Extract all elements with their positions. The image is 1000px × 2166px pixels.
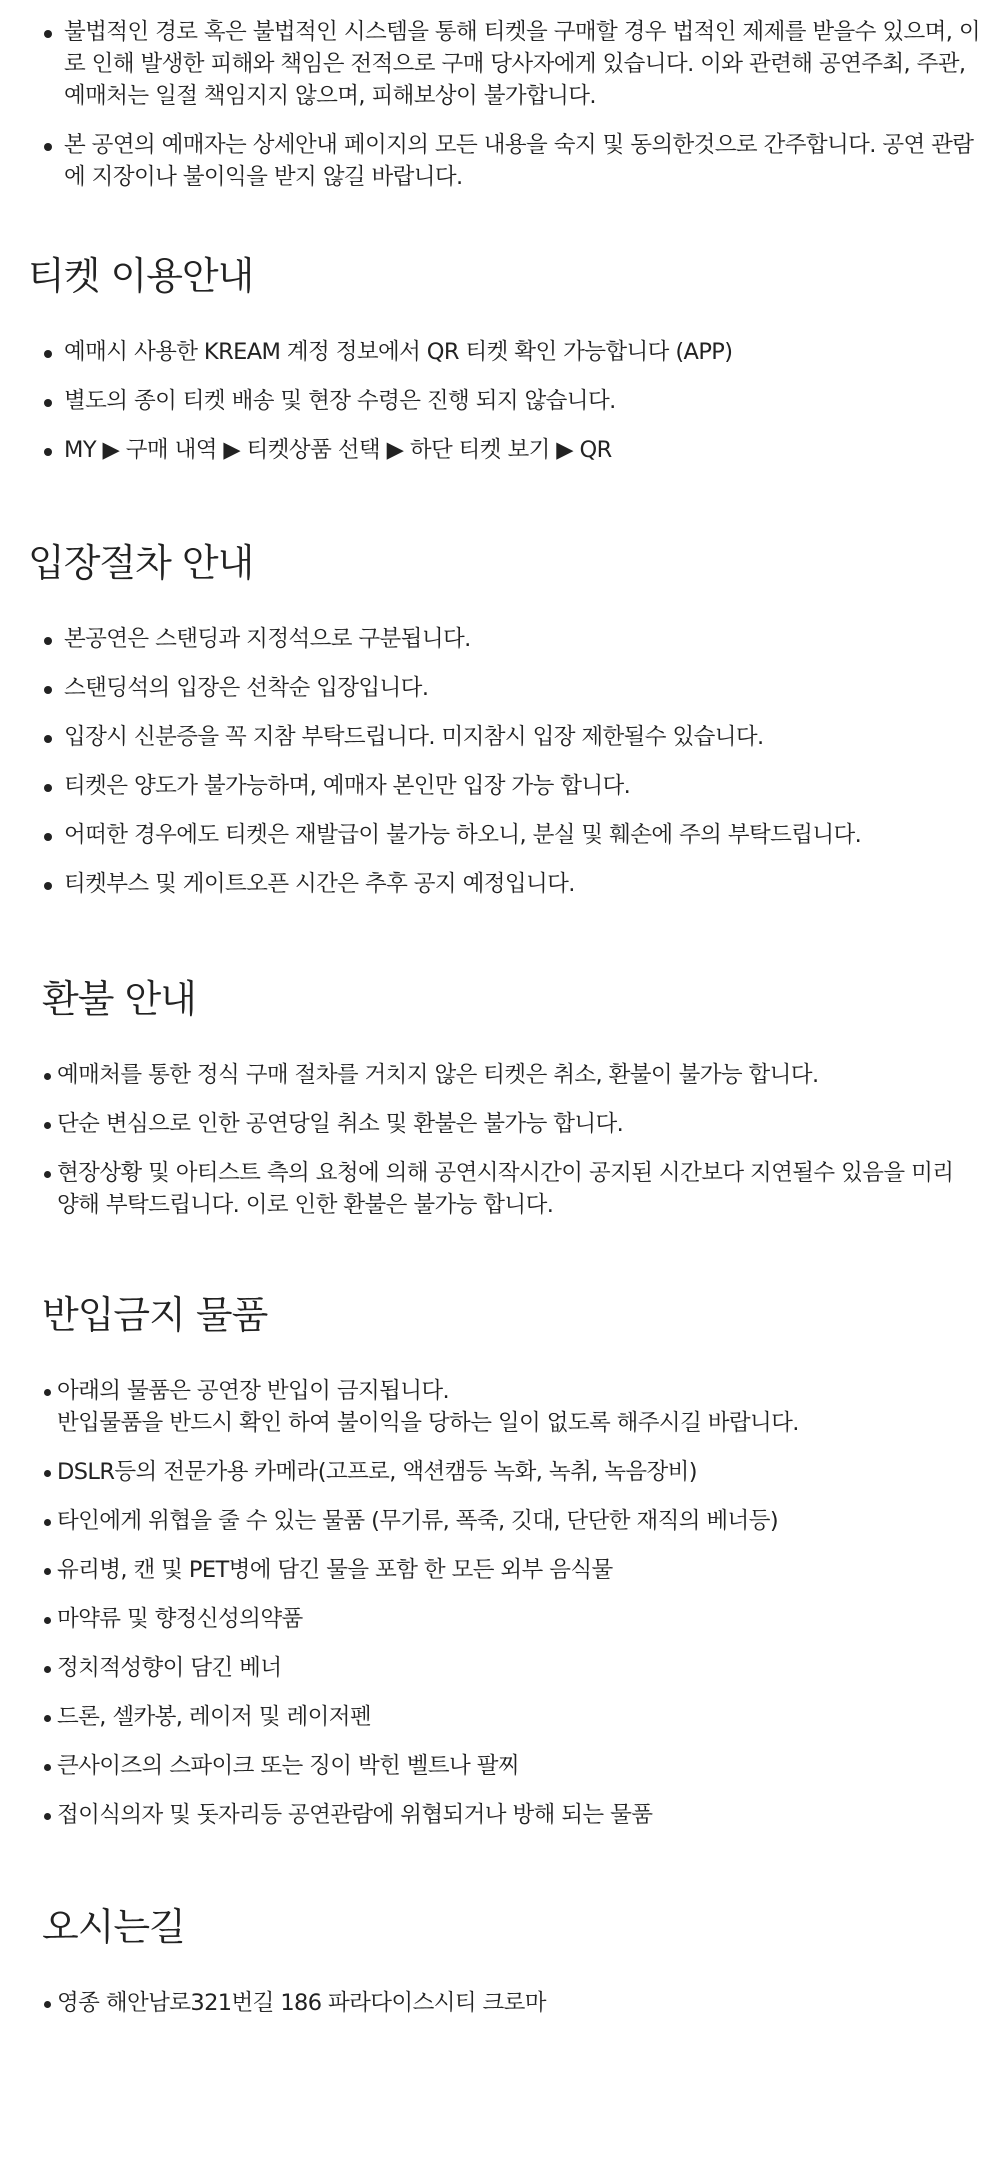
list-item: DSLR등의 전문가용 카메라(고프로, 액션캠등 녹화, 녹취, 녹음장비) [0, 1456, 1000, 1488]
list-item: 예매처를 통한 정식 구매 절차를 거치지 않은 티켓은 취소, 환불이 불가능 합니다. [0, 1059, 1000, 1091]
list-item: 단순 변심으로 인한 공연당일 취소 및 환불은 불가능 합니다. [0, 1108, 1000, 1140]
prohibited-items-section [0, 1293, 1000, 1848]
prohibited-items-list [0, 1375, 1000, 1831]
list-item: 드론, 셀카봉, 레이저 및 레이저펜 [0, 1701, 1000, 1733]
section-title: 반입금지 물품 [42, 1293, 268, 1337]
list-item: 입장시 신분증을 꼭 지참 부탁드립니다. 미지참시 입장 제한될수 있습니다. [0, 721, 1000, 753]
entry-procedure-section [0, 541, 1000, 917]
list-item: 접이식의자 및 돗자리등 공연관람에 위협되거나 방해 되는 물품 [0, 1799, 1000, 1831]
ticket-usage-list [0, 336, 1000, 466]
list-item: 본공연은 스탠딩과 지정석으로 구분됩니다. [0, 623, 1000, 655]
list-item: 정치적성향이 담긴 베너 [0, 1652, 1000, 1684]
list-item: 스탠딩석의 입장은 선착순 입장입니다. [0, 672, 1000, 704]
address-item: 영종 해안남로321번길 186 파라다이스시티 크로마 [0, 1987, 1000, 2019]
list-item: 어떠한 경우에도 티켓은 재발급이 불가능 하오니, 분실 및 훼손에 주의 부탁드립니다. [0, 819, 1000, 851]
list-item: 예매시 사용한 KREAM 계정 정보에서 QR 티켓 확인 가능합니다 (APP) [0, 336, 1000, 368]
section-title: 티켓 이용안내 [28, 254, 254, 298]
intro-line: 아래의 물품은 공연장 반입이 금지됩니다. [57, 1377, 450, 1404]
section-title: 오시는길 [42, 1905, 185, 1949]
directions-section [0, 1905, 1000, 2036]
list-item [0, 1375, 1000, 1439]
list-item: 현장상황 및 아티스트 측의 요청에 의해 공연시작시간이 공지된 시간보다 지연될수 있음을 미리양해 부탁드립니다. 이로 인한 환불은 불가능 합니다. [0, 1157, 1000, 1221]
intro-line: 반입물품을 반드시 확인 하여 불이익을 당하는 일이 없도록 해주시길 바랍니다. [57, 1409, 799, 1436]
list-item: 불법적인 경로 혹은 불법적인 시스템을 통해 티켓을 구매할 경우 법적인 제제를 받을수 있으며, 이로 인해 발생한 피해와 책임은 전적으로 구매 당사자에게 있습니다. 이와 관련해 공연주최, 주관, 예매처는 일절 책임지지 않으며, 피해보상이 불가합니다. [0, 16, 1000, 112]
list-item: 별도의 종이 티켓 배송 및 현장 수령은 진행 되지 않습니다. [0, 385, 1000, 417]
list-item: 티켓부스 및 게이트오픈 시간은 추후 공지 예정입니다. [0, 868, 1000, 900]
list-item: 마약류 및 향정신성의약품 [0, 1603, 1000, 1635]
list-item: MY ▶ 구매 내역 ▶ 티켓상품 선택 ▶ 하단 티켓 보기 ▶ QR [0, 434, 1000, 466]
list-item: 큰사이즈의 스파이크 또는 징이 박힌 벨트나 팔찌 [0, 1750, 1000, 1782]
list-item: 유리병, 캔 및 PET병에 담긴 물을 포함 한 모든 외부 음식물 [0, 1554, 1000, 1586]
section-title: 입장절차 안내 [28, 541, 254, 585]
list-item: 티켓은 양도가 불가능하며, 예매자 본인만 입장 가능 합니다. [0, 770, 1000, 802]
refund-list [0, 1059, 1000, 1221]
entry-procedure-list [0, 623, 1000, 900]
directions-list [0, 1987, 1000, 2019]
notice-section [0, 16, 1000, 210]
section-title: 환불 안내 [42, 977, 196, 1021]
list-item: 타인에게 위협을 줄 수 있는 물품 (무기류, 폭죽, 깃대, 단단한 재직의 베너등) [0, 1505, 1000, 1537]
notice-list [0, 16, 1000, 193]
ticket-usage-section [0, 254, 1000, 483]
list-item: 본 공연의 예매자는 상세안내 페이지의 모든 내용을 숙지 및 동의한것으로 간주합니다. 공연 관람에 지장이나 불이익을 받지 않길 바랍니다. [0, 129, 1000, 193]
refund-section [0, 977, 1000, 1238]
